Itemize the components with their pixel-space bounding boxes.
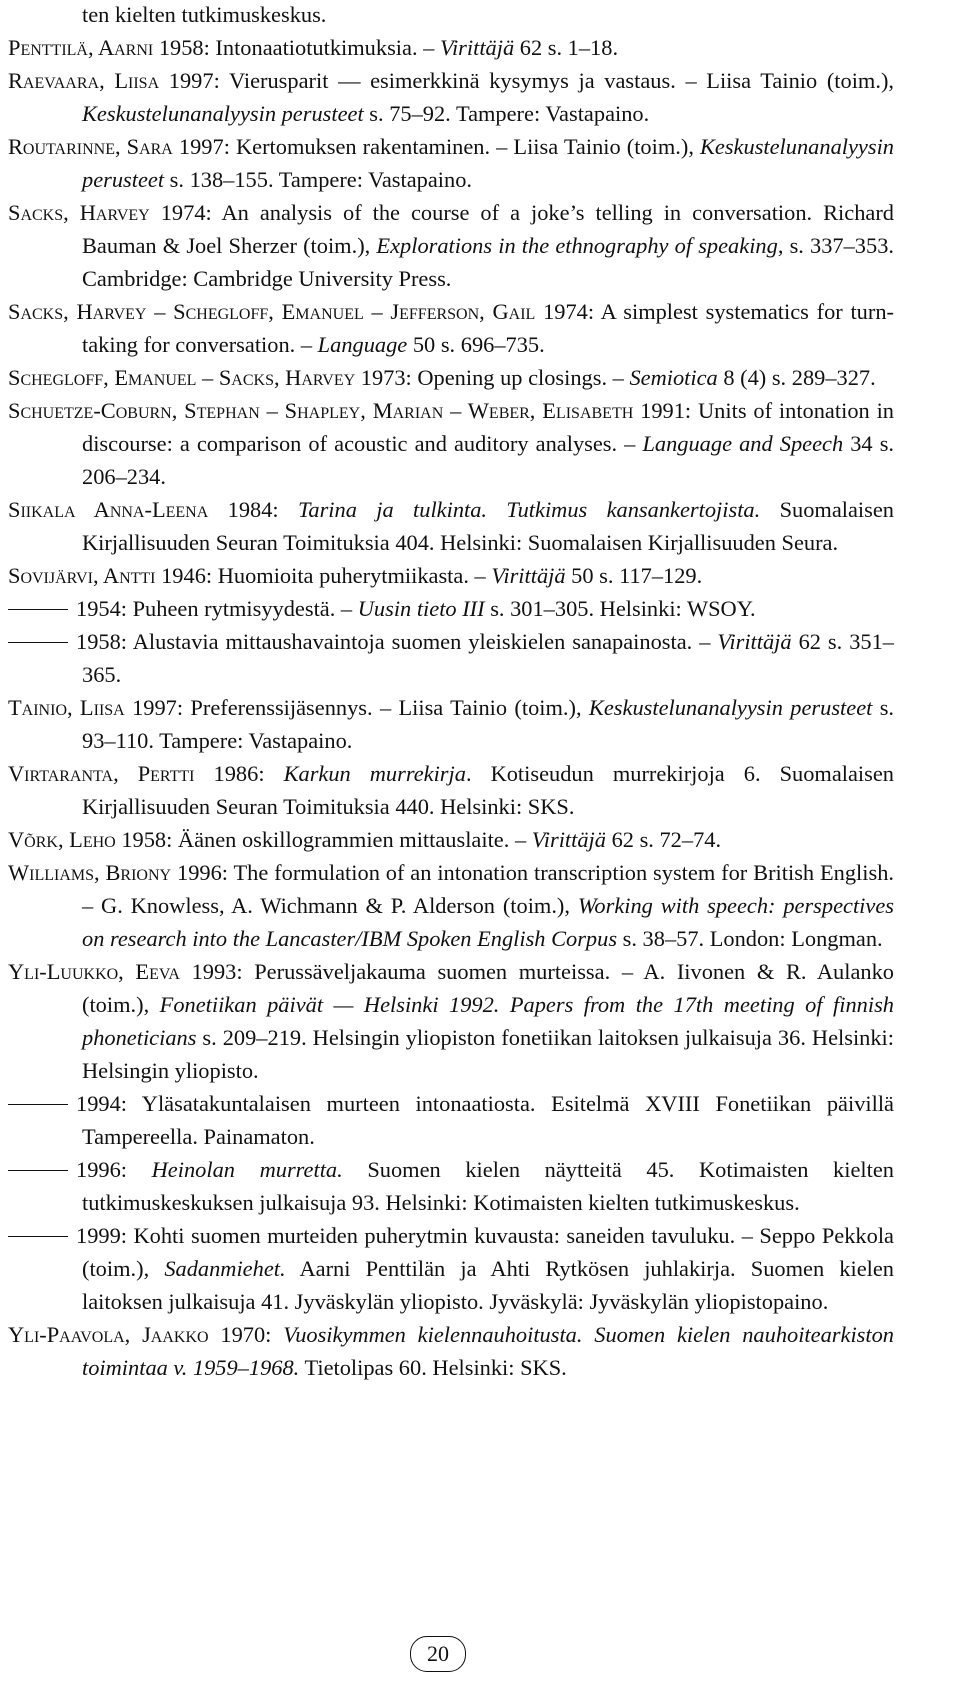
reference-title: Tarina ja tulkinta. Tutkimus kansankertojista. bbox=[298, 497, 761, 522]
reference-entry bbox=[4, 823, 894, 856]
reference-title: Karkun murrekirja bbox=[283, 761, 466, 786]
reference-text: Tietolipas 60. Helsinki: SKS. bbox=[299, 1355, 567, 1380]
reference-entry bbox=[4, 493, 894, 559]
page-number: 20 bbox=[410, 1636, 466, 1672]
reference-text: 1997: Vierusparit — esimerkkinä kysymys ja vastaus. – Liisa Tainio (toim.), bbox=[159, 68, 894, 93]
reference-title: Language bbox=[317, 332, 408, 357]
reference-text: 1958: Äänen oskillogrammien mittauslaite. – bbox=[115, 827, 532, 852]
reference-author: Võrk, Leho bbox=[8, 827, 116, 852]
reference-text: 1974: A simplest systematics for turn-taking for conversation. – bbox=[82, 299, 894, 357]
reference-text: s. 301–305. Helsinki: WSOY. bbox=[484, 596, 756, 621]
reference-text: 1974: An analysis of the course of a joke’s telling in conversation. Richard Bauman & Joel Sherzer (toim.), bbox=[82, 200, 895, 258]
reference-author: Virtaranta, Pertti bbox=[8, 761, 195, 786]
reference-title: Virittäjä bbox=[491, 563, 566, 588]
reference-entry bbox=[4, 1318, 894, 1384]
reference-entry bbox=[4, 295, 894, 361]
reference-text: 50 s. 117–129. bbox=[565, 563, 703, 588]
reference-text: 62 s. 351–365. bbox=[82, 629, 894, 687]
ditto-dash bbox=[8, 1104, 68, 1105]
reference-title: Vuosikymmen kielennauhoitusta. Suomen kielen nauhoitearkiston toimintaa v. 1959–1968. bbox=[82, 1322, 894, 1380]
reference-text: 1958: Intonaatiotutkimuksia. – bbox=[153, 35, 440, 60]
reference-title: Heinolan murretta. bbox=[151, 1157, 343, 1182]
reference-entry bbox=[4, 691, 894, 757]
reference-text: 1970: bbox=[208, 1322, 284, 1347]
reference-text: 1973: Opening up closings. – bbox=[355, 365, 630, 390]
reference-entry bbox=[4, 1219, 894, 1318]
reference-text: 62 s. 1–18. bbox=[514, 35, 619, 60]
reference-entry bbox=[4, 196, 894, 295]
reference-entry bbox=[4, 592, 894, 625]
reference-text: 1958: Alustavia mittaushavaintoja suomen yleiskielen sanapainosta. – bbox=[76, 629, 718, 654]
reference-text: 8 (4) s. 289–327. bbox=[717, 365, 876, 390]
reference-text: 34 s. 206–234. bbox=[82, 431, 895, 489]
reference-text: 1986: bbox=[194, 761, 284, 786]
reference-title: Explorations in the ethnography of speaking bbox=[376, 233, 778, 258]
reference-entry bbox=[4, 394, 894, 493]
reference-author: Raevaara, Liisa bbox=[8, 68, 160, 93]
reference-text: s. 38–57. London: Longman. bbox=[617, 926, 883, 951]
reference-entry bbox=[4, 955, 894, 1087]
reference-author: Sacks, Harvey bbox=[8, 200, 150, 225]
reference-title: Virittäjä bbox=[717, 629, 792, 654]
ditto-dash bbox=[8, 609, 68, 610]
ditto-dash bbox=[8, 1170, 68, 1171]
reference-text: . Kotiseudun murrekirjoja 6. Suomalaisen Kirjallisuuden Seuran Toimituksia 440. Helsinki: SKS. bbox=[82, 761, 894, 819]
reference-author: Siikala Anna-Leena bbox=[8, 497, 209, 522]
reference-text: , s. 337–353. Cambridge: Cambridge University Press. bbox=[82, 233, 894, 291]
reference-entry bbox=[4, 1153, 894, 1219]
reference-author: Sovijärvi, Antti bbox=[8, 563, 156, 588]
reference-author: Penttilä, Aarni bbox=[8, 35, 154, 60]
reference-text: ten kielten tutkimuskeskus. bbox=[82, 2, 327, 27]
reference-entry bbox=[4, 130, 894, 196]
reference-title: Keskustelunanalyysin perusteet bbox=[82, 134, 894, 192]
reference-text: 1946: Huomioita puherytmiikasta. – bbox=[155, 563, 492, 588]
reference-entry bbox=[4, 559, 894, 592]
reference-text: s. 138–155. Tampere: Vastapaino. bbox=[164, 167, 472, 192]
reference-text: 1994: Yläsatakuntalaisen murteen intonaatiosta. Esitelmä XVIII Fonetiikan päivillä Tampereella. Painamaton. bbox=[76, 1091, 894, 1149]
reference-text: 62 s. 72–74. bbox=[605, 827, 722, 852]
ditto-dash bbox=[8, 1236, 68, 1237]
reference-entry bbox=[4, 64, 894, 130]
reference-text: s. 209–219. Helsingin yliopiston fonetiikan laitoksen julkaisuja 36. Helsinki: Helsingin yliopisto. bbox=[82, 1025, 894, 1083]
reference-entry bbox=[4, 31, 894, 64]
reference-text: 1991: Units of intonation in discourse: a comparison of acoustic and auditory analyses. – bbox=[82, 398, 894, 456]
reference-title: Working with speech: perspectives on research into the Lancaster/IBM Spoken English Corpus bbox=[82, 893, 894, 951]
reference-text: 1999: Kohti suomen murteiden puherytmin kuvausta: saneiden tavuluku. – Seppo Pekkola (toim.), bbox=[76, 1223, 894, 1281]
reference-entry bbox=[4, 625, 894, 691]
reference-author: Yli-Paavola, Jaakko bbox=[8, 1322, 209, 1347]
reference-title: Keskustelunanalyysin perusteet bbox=[588, 695, 873, 720]
reference-text: Suomalaisen Kirjallisuuden Seuran Toimituksia 404. Helsinki: Suomalaisen Kirjallisuuden Seura. bbox=[82, 497, 894, 555]
reference-text: 1993: Perussäveljakauma suomen murteissa. – A. Iivonen & R. Aulanko (toim.), bbox=[82, 959, 894, 1017]
reference-text: s. 93–110. Tampere: Vastapaino. bbox=[82, 695, 895, 753]
reference-text: 1996: bbox=[76, 1157, 152, 1182]
reference-text: s. 75–92. Tampere: Vastapaino. bbox=[363, 101, 650, 126]
reference-title: Keskustelunanalyysin perusteet bbox=[82, 101, 364, 126]
ditto-dash bbox=[8, 642, 68, 643]
reference-text: Aarni Penttilän ja Ahti Rytkösen juhlakirja. Suomen kielen laitoksen julkaisuja 41. Jyväskylän yliopisto. Jyväskylä: Jyväskylän yliopistopaino. bbox=[82, 1256, 894, 1314]
reference-author: Schuetze-Coburn, Stephan – Shapley, Marian – Weber, Elisabeth bbox=[8, 398, 634, 423]
reference-title: Semiotica bbox=[629, 365, 718, 390]
reference-text: 1996: The formulation of an intonation transcription system for British English. – G. Knowless, A. Wichmann & P. Alderson (toim.), bbox=[82, 860, 895, 918]
reference-title: Fonetiikan päivät — Helsinki 1992. Papers from the 17th meeting of finnish phoneticians bbox=[82, 992, 894, 1050]
reference-author: Routarinne, Sara bbox=[8, 134, 173, 159]
reference-text: 50 s. 696–735. bbox=[407, 332, 545, 357]
reference-entry bbox=[4, 361, 894, 394]
reference-entry bbox=[4, 1087, 894, 1153]
reference-title: Sadanmiehet. bbox=[164, 1256, 286, 1281]
reference-title: Uusin tieto III bbox=[357, 596, 485, 621]
reference-text: 1984: bbox=[208, 497, 298, 522]
reference-title: Language and Speech bbox=[642, 431, 844, 456]
reference-author: Sacks, Harvey – Schegloff, Emanuel – Jefferson, Gail bbox=[8, 299, 536, 324]
reference-author: Schegloff, Emanuel – Sacks, Harvey bbox=[8, 365, 356, 390]
reference-entry bbox=[4, 0, 894, 31]
reference-text: 1997: Kertomuksen rakentaminen. – Liisa Tainio (toim.), bbox=[172, 134, 700, 159]
reference-author: Williams, Briony bbox=[8, 860, 172, 885]
reference-text: 1954: Puheen rytmisyydestä. – bbox=[76, 596, 358, 621]
reference-text: Suomen kielen näytteitä 45. Kotimaisten kielten tutkimuskeskuksen julkaisuja 93. Helsinki: Kotimaisten kielten tutkimuskeskus. bbox=[82, 1157, 894, 1215]
reference-title: Virittäjä bbox=[439, 35, 515, 60]
reference-entry bbox=[4, 757, 894, 823]
reference-author: Tainio, Liisa bbox=[8, 695, 125, 720]
reference-author: Yli-Luukko, Eeva bbox=[8, 959, 180, 984]
reference-title: Virittäjä bbox=[531, 827, 606, 852]
reference-entry bbox=[4, 856, 894, 955]
reference-text: 1997: Preferenssijäsennys. – Liisa Tainio (toim.), bbox=[124, 695, 589, 720]
